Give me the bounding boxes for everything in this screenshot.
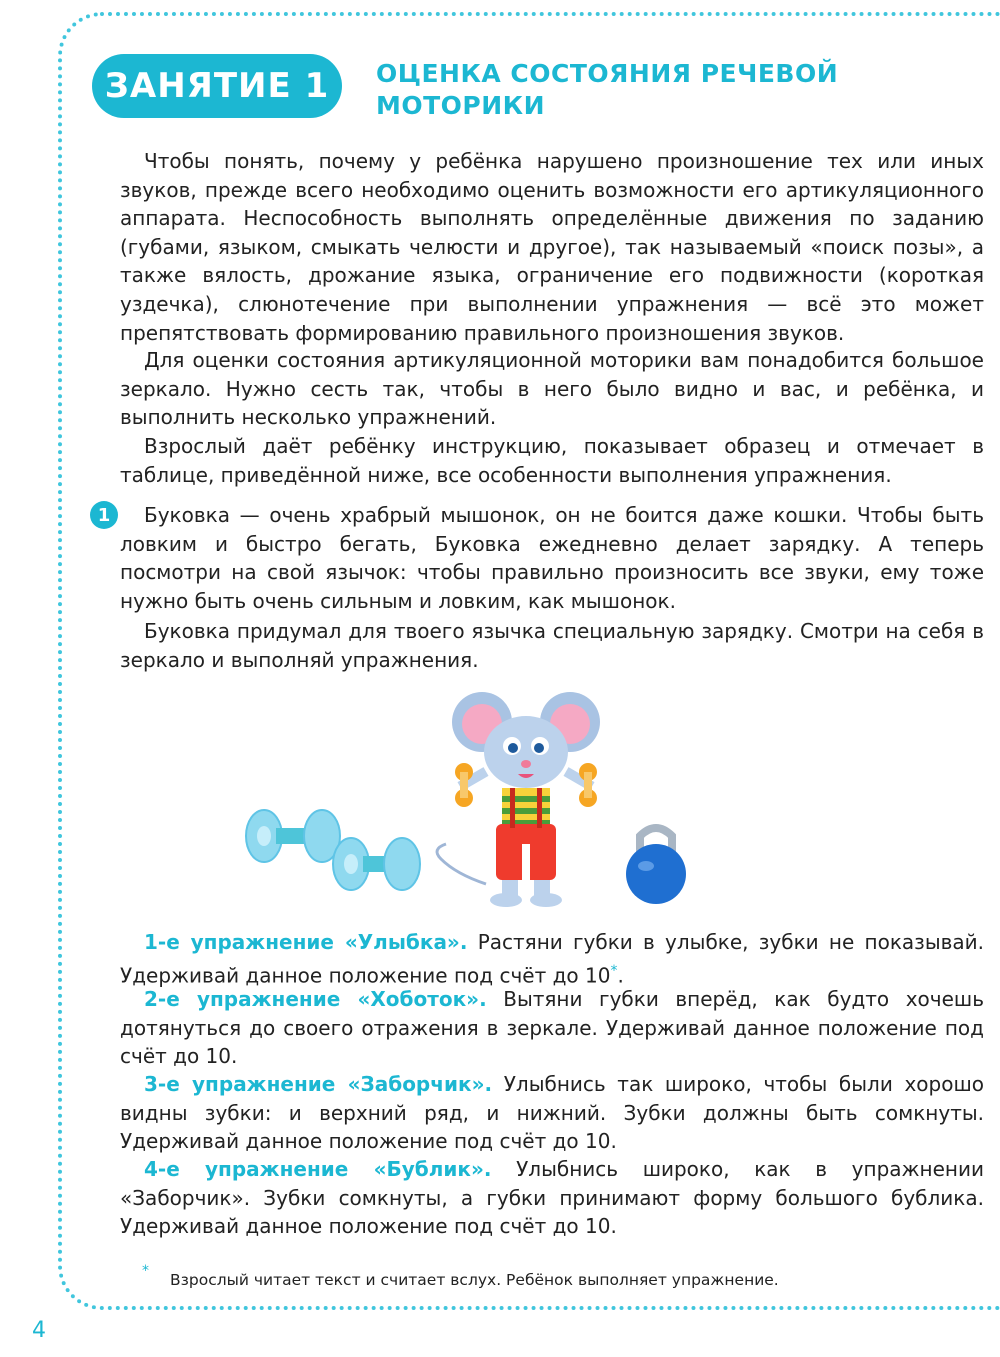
page-number: 4 xyxy=(32,1318,46,1343)
lesson-badge: ЗАНЯТИЕ 1 xyxy=(92,54,342,118)
exercise-4-title: 4-е упражнение «Бублик». xyxy=(144,1157,492,1181)
intro-paragraph-2: Для оценки состояния артикуляционной моторики вам понадобится большое зеркало. Нужно сесть так, чтобы в него было видно и вас, и ребёнка, и выполнить несколько упражнений. xyxy=(120,348,984,430)
intro-paragraph-1: Чтобы понять, почему у ребёнка нарушено произношение тех или иных звуков, прежде всего необходимо оценить возможности его артикуляционного аппарата. Неспособность выполнять определённые движения по заданию (губами, языком, смыкать челюсти и другое), так называемый «поиск позы», а также вялость, дрожание языка, ограничение его подвижности (короткая уздечка), слюнотечение при выполнении упражнения — всё это может препятствовать формированию правильного произношения звуков. xyxy=(120,149,984,345)
task-number-badge: 1 xyxy=(90,501,118,529)
exercise-2-title: 2-е упражнение «Хоботок». xyxy=(144,987,487,1011)
lesson-title xyxy=(376,58,936,122)
exercise-4 xyxy=(120,1155,984,1241)
exercise-1 xyxy=(120,928,984,990)
footnote-text: Взрослый читает текст и считает вслух. Ребёнок выполняет упражнение. xyxy=(170,1271,779,1289)
lesson-title-line1: ОЦЕНКА СОСТОЯНИЯ РЕЧЕВОЙ xyxy=(376,59,839,88)
exercise-2 xyxy=(120,985,984,1071)
exercise-2-text: Вытяни губки вперёд, как будто хочешь дотянуться до своего отражения в зеркале. Удерживай данное положение под счёт до 10. xyxy=(120,987,984,1069)
exercise-1-star: * xyxy=(610,962,618,979)
exercise-3 xyxy=(120,1070,984,1156)
mouse-character-icon xyxy=(437,692,600,907)
kettlebell-icon xyxy=(626,828,686,904)
dumbbell-left-icon xyxy=(246,810,340,862)
exercise-1-end: . xyxy=(617,963,624,988)
mouse-exercise-illustration xyxy=(236,684,696,916)
task-paragraph-2: Буковка придумал для твоего язычка специальную зарядку. Смотри на себя в зеркало и выполняй упражнения. xyxy=(120,619,984,672)
intro-paragraph-3: Взрослый даёт ребёнку инструкцию, показывает образец и отмечает в таблице, приведённой ниже, все особенности выполнения упражнения. xyxy=(120,434,984,487)
exercise-1-title: 1-е упражнение «Улыбка». xyxy=(144,930,468,954)
exercise-3-title: 3-е упражнение «Заборчик». xyxy=(144,1072,493,1096)
exercise-1-text: Растяни губки в улыбке, зубки не показывай. Удерживай данное положение под счёт до 10 xyxy=(120,930,985,988)
footnote-star: * xyxy=(142,1263,149,1279)
lesson-title-line2: МОТОРИКИ xyxy=(376,91,546,120)
exercise-3-text: Улыбнись так широко, чтобы были хорошо видны зубки: и верхний ряд, и нижний. Зубки должны быть сомкнуты. Удерживай данное положение под счёт до 10. xyxy=(120,1072,984,1154)
task-paragraph-1: Буковка — очень храбрый мышонок, он не боится даже кошки. Чтобы быть ловким и быстро бегать, Буковка ежедневно делает зарядку. А теперь посмотри на свой язычок: чтобы правильно произносить все звуки, ему тоже нужно быть очень сильным и ловким, как мышонок. xyxy=(120,503,984,613)
exercise-4-text: Улыбнись широко, как в упражнении «Заборчик». Зубки сомкнуты, а губки принимают форму большого бублика. Удерживай данное положение под счёт до 10. xyxy=(120,1157,984,1239)
dumbbell-right-icon xyxy=(333,838,420,890)
